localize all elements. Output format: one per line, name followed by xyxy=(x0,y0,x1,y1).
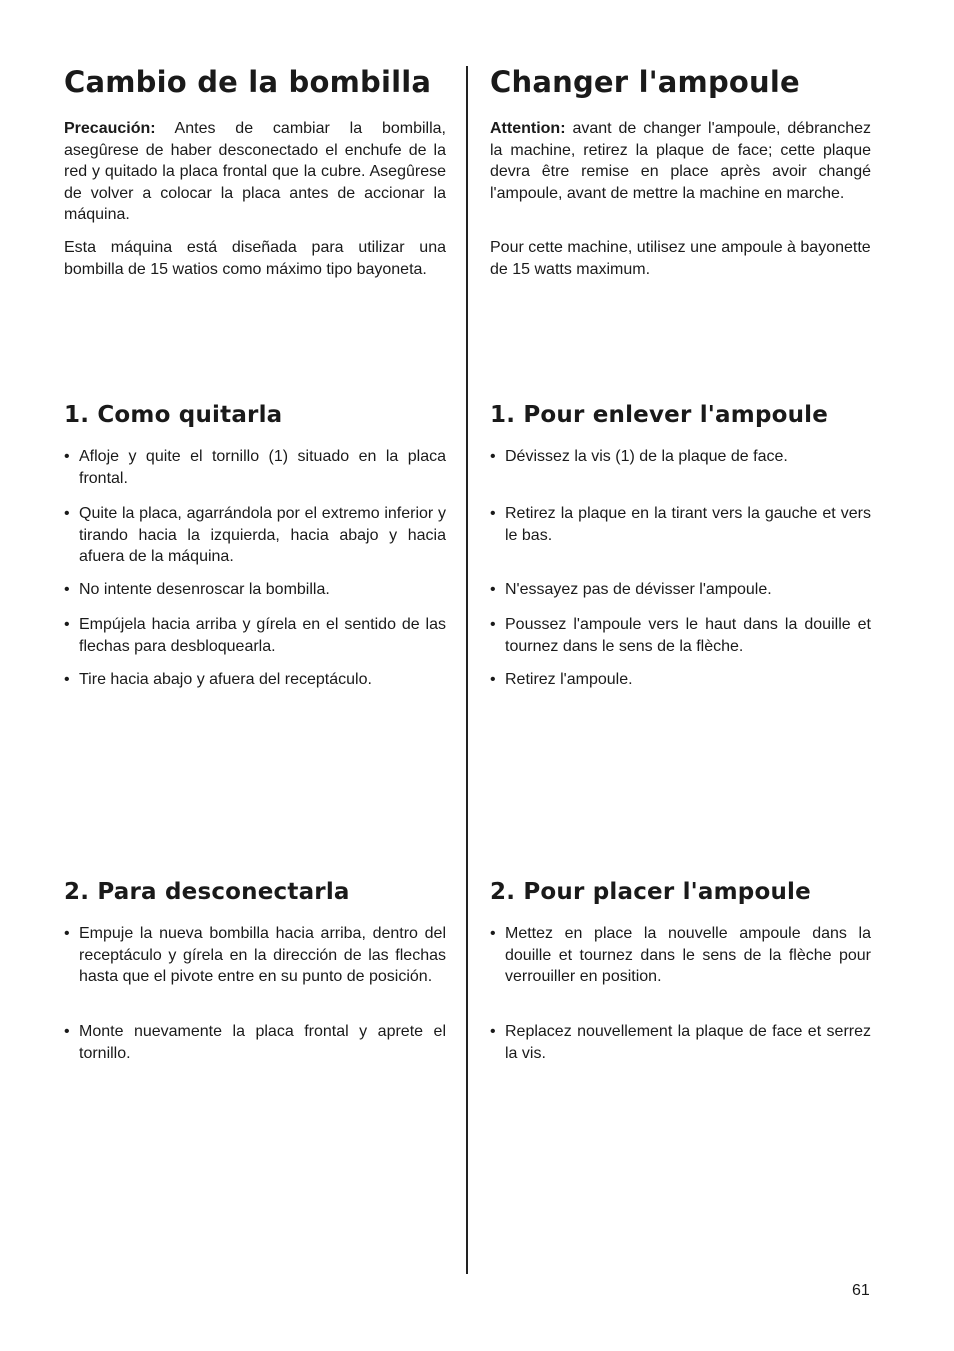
french-column xyxy=(490,0,871,1351)
french-section1-list xyxy=(490,446,871,706)
spanish-caution xyxy=(64,118,446,226)
spanish-intro: Esta máquina está diseñada para utilizar una bombilla de 15 watios como máximo tipo bayoneta. xyxy=(64,239,446,278)
list-item: • Poussez l'ampoule vers le haut dans la douille et tournez dans le sens de la flèche. xyxy=(490,614,871,657)
spanish-column xyxy=(64,0,446,1351)
list-item: • Monte nuevamente la placa frontal y aprete el tornillo. xyxy=(64,1021,446,1064)
column-divider xyxy=(466,66,468,1274)
french-section2-title: 2. Pour placer l'ampoule xyxy=(490,879,811,905)
spanish-caution-label: Precaución: xyxy=(64,120,156,137)
list-item: • Retirez la plaque en la tirant vers la gauche et vers le bas. xyxy=(490,503,871,546)
spanish-section1-title: 1. Como quitarla xyxy=(64,402,283,428)
list-item: • Quite la placa, agarrándola por el extremo inferior y tirando hacia la izquierda, hacia abajo y hacia afuera de la máquina. xyxy=(64,503,446,568)
list-item: • Dévissez la vis (1) de la plaque de face. xyxy=(490,446,871,468)
french-title: Changer l'ampoule xyxy=(490,65,800,99)
page-number: 61 xyxy=(852,1282,870,1299)
spanish-title: Cambio de la bombilla xyxy=(64,65,432,99)
list-item: • Tire hacia abajo y afuera del receptáculo. xyxy=(64,669,446,691)
list-item: • Afloje y quite el tornillo (1) situado en la placa frontal. xyxy=(64,446,446,489)
list-item: • Mettez en place la nouvelle ampoule dans la douille et tournez dans le sens de la flèche pour verrouiller en position. xyxy=(490,923,871,988)
spanish-section2-title: 2. Para desconectarla xyxy=(64,879,350,905)
spanish-section2-list xyxy=(64,923,446,1073)
list-item: • N'essayez pas de dévisser l'ampoule. xyxy=(490,579,871,601)
french-section2-list xyxy=(490,923,871,1073)
french-section1-title: 1. Pour enlever l'ampoule xyxy=(490,402,829,428)
list-item: • Empújela hacia arriba y gírela en el sentido de las flechas para desbloquearla. xyxy=(64,614,446,657)
list-item: • Empuje la nueva bombilla hacia arriba, dentro del receptáculo y gírela en la dirección de las flechas hasta que el pivote entre en su punto de posición. xyxy=(64,923,446,988)
french-intro: Pour cette machine, utilisez une ampoule à bayonette de 15 watts maximum. xyxy=(490,239,871,278)
french-caution-text: avant de changer l'ampoule, débranchez la machine, retirez la plaque de face; cette plaque devra être remise en place après avoir changé l'ampoule, avant de mettre la machine en marche. xyxy=(490,120,871,202)
french-caution-label: Attention: xyxy=(490,120,566,137)
list-item: • Replacez nouvellement la plaque de face et serrez la vis. xyxy=(490,1021,871,1064)
french-caution xyxy=(490,118,871,204)
list-item: • Retirez l'ampoule. xyxy=(490,669,871,691)
spanish-section1-list xyxy=(64,446,446,706)
spanish-caution-text: Antes de cambiar la bombilla, asegûrese de haber desconectado el enchufe de la red y quitado la placa frontal que la cubre. Asegûrese de volver a colocar la placa antes de accionar la máquina. xyxy=(64,120,446,223)
list-item: • No intente desenroscar la bombilla. xyxy=(64,579,446,601)
